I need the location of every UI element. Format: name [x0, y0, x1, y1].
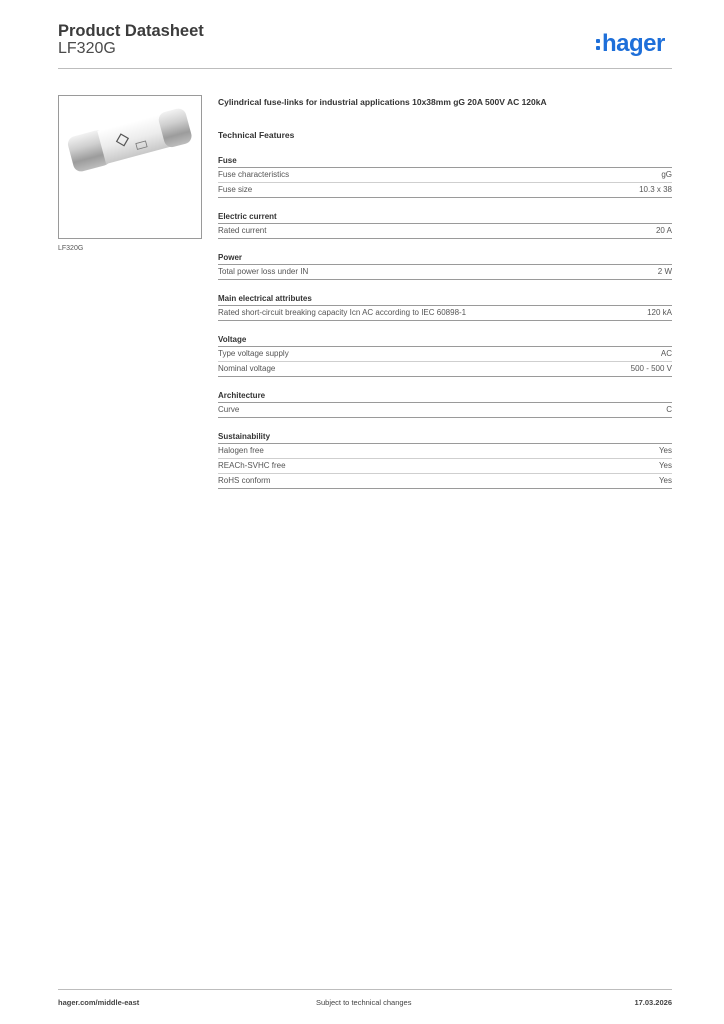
feature-group	[218, 389, 672, 418]
feature-label: Rated current	[218, 226, 267, 235]
feature-value: C	[666, 405, 672, 414]
feature-value: AC	[660, 349, 672, 358]
product-reference: LF320G	[58, 40, 116, 57]
feature-group-title: Architecture	[218, 389, 672, 403]
hager-logo	[596, 30, 665, 58]
feature-label: RoHS conform	[218, 476, 271, 485]
feature-row	[218, 168, 672, 183]
image-caption: LF320G	[58, 245, 84, 252]
feature-value: 500 - 500 V	[630, 364, 672, 373]
feature-row	[218, 183, 672, 198]
feature-value: Yes	[658, 476, 672, 485]
feature-group-title: Fuse	[218, 154, 672, 168]
feature-value: Yes	[658, 461, 672, 470]
page-title: Product Datasheet	[58, 22, 204, 40]
feature-group	[218, 292, 672, 321]
feature-label: REACh-SVHC free	[218, 461, 286, 470]
feature-group-title: Voltage	[218, 333, 672, 347]
feature-row	[218, 459, 672, 474]
feature-group-title: Main electrical attributes	[218, 292, 672, 306]
feature-groups	[218, 154, 672, 489]
feature-group-title: Sustainability	[218, 430, 672, 444]
feature-row	[218, 362, 672, 377]
feature-group-title: Power	[218, 251, 672, 265]
feature-row	[218, 347, 672, 362]
feature-group	[218, 251, 672, 280]
feature-row	[218, 403, 672, 418]
logo-text: hager	[602, 30, 665, 57]
product-description: Cylindrical fuse-links for industrial applications 10x38mm gG 20A 500V AC 120kA	[218, 97, 547, 107]
product-image	[58, 95, 202, 239]
header-divider	[58, 68, 672, 69]
feature-group	[218, 210, 672, 239]
feature-row	[218, 474, 672, 489]
feature-row	[218, 265, 672, 280]
feature-row	[218, 444, 672, 459]
feature-value: 20 A	[655, 226, 672, 235]
feature-label: Fuse characteristics	[218, 170, 290, 179]
feature-value: gG	[661, 170, 672, 179]
feature-label: Nominal voltage	[218, 364, 276, 373]
footer-divider	[58, 989, 672, 990]
logo-dots-icon	[596, 39, 600, 50]
feature-label: Halogen free	[218, 446, 264, 455]
feature-label: Total power loss under IN	[218, 267, 309, 276]
fuse-icon	[59, 96, 201, 238]
footer-website-link[interactable]: hager.com/middle-east	[58, 998, 140, 1007]
feature-value: 2 W	[657, 267, 672, 276]
feature-label: Type voltage supply	[218, 349, 289, 358]
feature-group	[218, 333, 672, 377]
footer-date: 17.03.2026	[634, 998, 672, 1007]
feature-group	[218, 430, 672, 489]
feature-value: Yes	[658, 446, 672, 455]
feature-label: Fuse size	[218, 185, 253, 194]
feature-group-title: Electric current	[218, 210, 672, 224]
feature-value: 120 kA	[647, 308, 672, 317]
feature-label: Rated short-circuit breaking capacity Icn AC according to IEC 60898-1	[218, 308, 467, 317]
technical-content	[218, 95, 672, 489]
feature-group	[218, 154, 672, 198]
feature-row	[218, 224, 672, 239]
feature-value: 10.3 x 38	[639, 185, 672, 194]
footer-notice: Subject to technical changes	[316, 998, 412, 1007]
feature-label: Curve	[218, 405, 240, 414]
feature-row	[218, 306, 672, 321]
technical-features-heading: Technical Features	[218, 130, 295, 140]
